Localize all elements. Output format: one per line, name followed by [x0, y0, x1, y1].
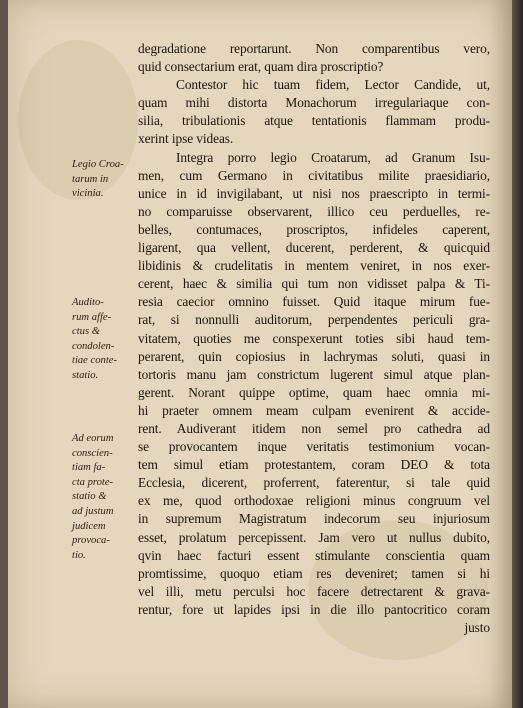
margin-note-line: ad justum	[72, 505, 114, 517]
margin-note-line: judicem	[72, 520, 106, 532]
text-line: vel illi, metu perculsi hoc facere detrectarent & grava-	[138, 583, 490, 599]
text-line: rent. Audiverant itidem non semel pro cathedra ad	[138, 420, 490, 436]
text-line: silia, tribulationis atque tentationis flammam produ-	[138, 113, 490, 129]
book-page	[8, 0, 512, 708]
text-line: tem simul etiam protestantem, coram DEO & tota	[138, 457, 490, 473]
text-line: resia caecior omnino fuisset. Quid itaque mirum fue-	[138, 294, 490, 310]
margin-note-auditors	[72, 296, 132, 384]
text-line: tortoris manu jam constrictum lugerent simul atque plan-	[138, 366, 490, 382]
text-line: vitatem, quoties me conspexerunt toties sibi haud tem-	[138, 330, 490, 346]
text-line: Integra porro legio Croatarum, ad Granum Isu-	[176, 149, 490, 165]
text-line: perarent, quin copiosius in lachrymas soluti, quasi in	[138, 348, 490, 364]
margin-note-line: tarum in	[72, 173, 109, 185]
main-text-block	[138, 40, 490, 637]
text-line: esset, prolatum percepissent. Jam vero ut nullus dubito,	[138, 529, 490, 545]
margin-note-line: Audito-	[72, 297, 104, 308]
margin-note-line: rum affe-	[72, 311, 112, 323]
book-edge-shadow	[512, 0, 523, 708]
margin-note-line: statio.	[72, 369, 99, 381]
text-line: xerint ipse videas.	[138, 131, 234, 147]
margin-note-line: condolen-	[72, 340, 115, 352]
text-line: quid consectarium erat, quam dira proscriptio?	[138, 59, 384, 75]
text-line: libidinis & crudelitatis in mentem veniret, in nos exer-	[138, 258, 490, 274]
text-line: belles, contumaces, proscriptos, infideles caperent,	[138, 221, 490, 237]
text-line: cerent, haec & similia qui tum non vidisset palpa & Ti-	[138, 276, 490, 292]
text-line: Ecclesia, dicerent, proferrent, faterentur, si tale quid	[138, 475, 490, 491]
margin-note-line: tio.	[72, 549, 86, 561]
margin-note-line: ctus &	[72, 326, 100, 338]
text-line: rentur, fore ut lapides ipsi in die illo pantocritico coram	[138, 601, 490, 617]
text-line: promtissime, quoquo etiam res deveniret; tamen si hi	[138, 565, 490, 581]
margin-note-line: conscien-	[72, 447, 113, 459]
text-line: quam mihi distorta Monachorum irregulariaque con-	[138, 95, 490, 111]
text-line: rat, si nonnulli auditorum, perpendentes periculi gra-	[138, 312, 490, 328]
margin-note-line: vicinia.	[72, 188, 104, 200]
margin-note-line: tiae conte-	[72, 355, 118, 367]
text-line: se provocantem inque veritatis testimonium vocan-	[138, 439, 490, 455]
margin-note-line: statio &	[72, 491, 107, 503]
margin-note-line: Ad eorum	[72, 433, 114, 444]
text-line: ligarent, qua vellent, ducerent, perderent, & quicquid	[138, 240, 490, 256]
text-line: gerent. Norant quippe optime, quam haec omnia mi-	[138, 384, 490, 400]
margin-note-line: provoca-	[72, 535, 110, 547]
text-line: ex me, quod orthodoxae religioni minus congruum vel	[138, 493, 490, 509]
margin-note-conscience	[72, 432, 132, 563]
text-line: degradatione reportarunt. Non comparentibus vero,	[138, 41, 490, 56]
margin-note-line: cta prote-	[72, 476, 114, 488]
text-line: Contestor hic tuam fidem, Lector Candide, ut,	[176, 77, 490, 93]
text-line: qvin haec facturi essent stimulante conscientia quam	[138, 547, 490, 563]
text-line: hi praeter omnem meam culpam evenirent & accide-	[138, 402, 490, 418]
text-line: in supremum Magistratum indecorum seu injuriosum	[138, 511, 490, 527]
text-line: unice in id invigilabant, ut nisi nos praescripto in termi-	[138, 185, 490, 201]
text-line: men, cum Germano in civitatibus milite praesidiario,	[138, 167, 490, 183]
margin-note-croatians	[72, 158, 132, 202]
catchword: justo	[464, 620, 490, 635]
text-line: no comparuisse observarent, illico ceu perduelles, re-	[138, 203, 490, 219]
margin-note-line: Legio Croa-	[72, 159, 124, 170]
margin-note-line: tiam fa-	[72, 462, 106, 474]
